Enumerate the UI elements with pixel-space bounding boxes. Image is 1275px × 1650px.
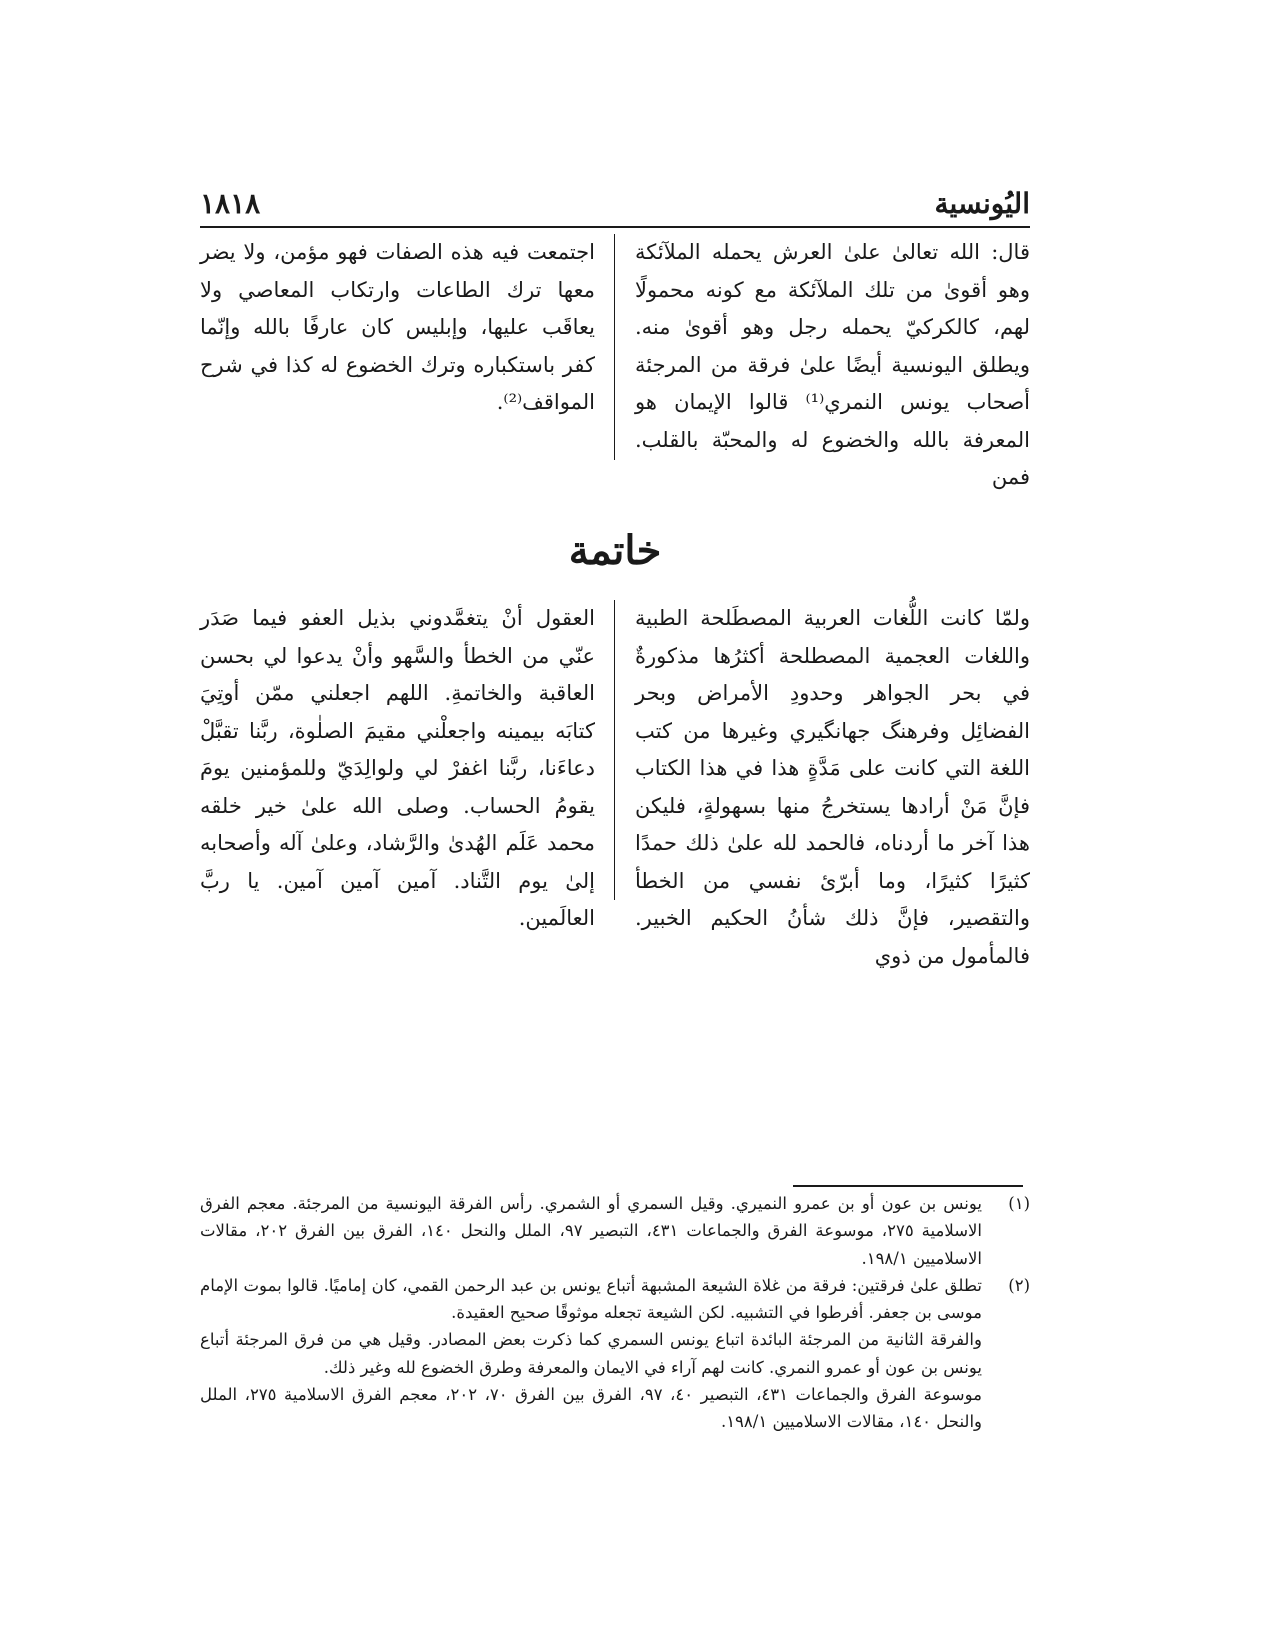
section-2-columns xyxy=(200,600,1030,968)
section-1-columns xyxy=(200,234,1030,489)
section-1-left-text: اجتمعت فيه هذه الصفات فهو مؤمن، ولا يضر معها ترك الطاعات وارتكاب المعاصي ولا يعاقَب عليها، وإبليس كان عارفًا بالله وإنّما كفر باستكباره وترك الخضوع له كذا في شرح المواقف⁽²⁾. xyxy=(200,240,595,414)
section-2-right-column xyxy=(635,600,1030,975)
section-1-right-text: قال: الله تعالىٰ علىٰ العرش يحمله الملآئكة وهو أقوىٰ من تلك الملآئكة مع كونه محمولًا لهم، كالكركيّ يحمله رجل وهو أقوىٰ منه. ويطلق اليونسية أيضًا علىٰ فرقة من المرجئة أصحاب يونس النمري⁽¹⁾ قالوا الإيمان هو المعرفة بالله والخضوع له والمحبّة بالقلب. فمن xyxy=(635,240,1030,489)
footnotes xyxy=(200,1190,1030,1436)
section-1-right-column xyxy=(635,234,1030,497)
section-1-left-column xyxy=(200,234,595,422)
section-2-left-column xyxy=(200,600,595,938)
footnote-text: تطلق علىٰ فرقتين: فرقة من غلاة الشيعة المشبهة أتباع يونس بن عبد الرحمن القمي، كان إماميًا. قالوا بموت الإمام موسى بن جعفر. أفرطوا في التشبيه. لكن الشيعة تجعله موثوقًا صحيح العقيدة. xyxy=(200,1275,982,1323)
running-title: اليُونسية xyxy=(934,187,1030,220)
footnote-1 xyxy=(200,1190,1030,1272)
footnote-rule xyxy=(793,1185,1023,1187)
footnote-text: والفرقة الثانية من المرجئة البائدة اتباع يونس السمري كما ذكرت بعض المصادر. وقيل هي من فرق المرجئة أتباع يونس بن عون أو عمرو النمري. كانت لهم آراء في الايمان والمعرفة وطرق الخضوع لله وغير ذلك. xyxy=(200,1330,982,1377)
footnote-text: موسوعة الفرق والجماعات ٤٣١، التبصير ٤٠، ٩٧، الفرق بين الفرق ٧٠، ٢٠٢، معجم الفرق الاسلامية ٢٧٥، الملل والنحل ١٤٠، مقالات الاسلاميين ١٩٨/١. xyxy=(200,1385,982,1432)
column-divider xyxy=(614,600,615,900)
section-2-left-text: العقول أنْ يتغمَّدوني بذيل العفو فيما صَدَر عنّي من الخطأ والسَّهو وأنْ يدعوا لي بحسن العاقبة والخاتمةِ. اللهم اجعلني ممّن أوتِيَ كتابَه بيمينه واجعلْني مقيمَ الصلٰوة، ربَّنا تقبَّلْ دعاءَنا، ربَّنا اغفرْ لي ولوالِدَيّ وللمؤمنين يومَ يقومُ الحساب. وصلى الله علىٰ خير خلقه محمد عَلَم الهُدىٰ والرَّشاد، وعلىٰ آله وأصحابه إلىٰ يوم التَّناد. آمين آمين آمين. يا ربَّ العالَمين. xyxy=(200,606,595,930)
footnote-number: (٢) xyxy=(1008,1275,1030,1295)
column-divider xyxy=(614,234,615,460)
page-number: ١٨١٨ xyxy=(200,187,261,220)
section-2-right-text: ولمّا كانت اللُّغات العربية المصطَلحة الطبية واللغات العجمية المصطلحة أكثرُها مذكورةٌ في بحر الجواهر وحدودِ الأمراض وبحر الفضائِل وفرهنگ جهانگيري وغيرها من كتب اللغة التي كانت على مَدَّةٍ هذا في هذا الكتاب فإنَّ مَنْ أرادها يستخرجُ منها بسهولةٍ، فليكن هذا آخر ما أردناه، فالحمد لله علىٰ ذلك حمدًا كثيرًا كثيرًا، وما أبرّئ نفسي من الخطأ والتقصير، فإنَّ ذلك شأنُ الحكيم الخبير. فالمأمول من ذوي xyxy=(635,606,1030,968)
khatima-heading: خاتمة xyxy=(568,527,662,574)
footnote-number: (١) xyxy=(1008,1194,1030,1213)
footnote-2 xyxy=(200,1272,1030,1436)
running-header xyxy=(200,180,1030,228)
footnote-text: يونس بن عون أو بن عمرو النميري. وقيل السمري أو الشمري. رأس الفرقة اليونسية من المرجئة. معجم الفرق الاسلامية ٢٧٥، موسوعة الفرق والجماعات ٤٣١، التبصير ٩٧، الملل والنحل ١٤٠، الفرق بين الفرق ٢٠٢، مقالات الاسلاميين ١٩٨/١. xyxy=(200,1194,983,1268)
